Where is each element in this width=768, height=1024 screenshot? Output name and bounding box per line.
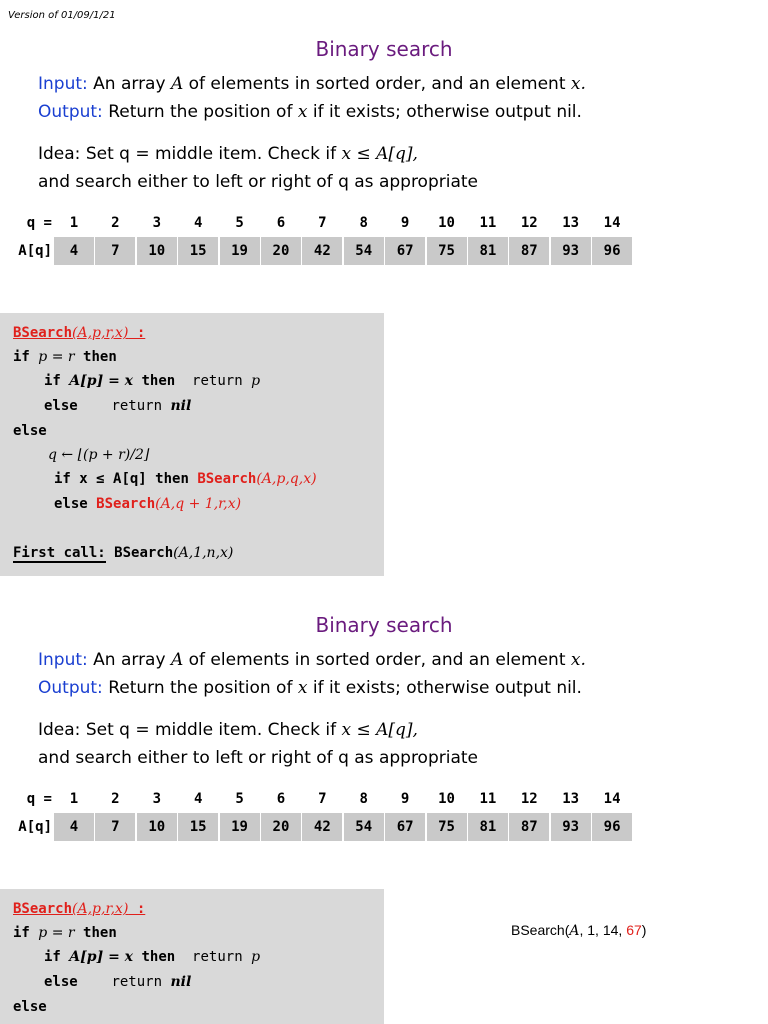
idea-math: x ≤ A[q], <box>341 720 418 740</box>
input-line <box>38 74 586 94</box>
index-cell: 10 <box>438 215 455 231</box>
version-label: Version of 01/09/1/21 <box>8 10 116 21</box>
code-line-else3 <box>54 496 241 512</box>
index-cell: 14 <box>603 215 621 231</box>
input-var: A <box>170 74 184 94</box>
index-cell: 8 <box>359 791 368 807</box>
value-cell: 10 <box>137 813 177 841</box>
input-var2: x. <box>570 650 586 670</box>
value-cell: 7 <box>95 237 135 265</box>
input-label: Input: <box>38 74 88 94</box>
value-cell: 42 <box>302 237 342 265</box>
index-cell: 5 <box>235 791 244 807</box>
cond-x-le-aq: x ≤ A[q] <box>79 471 147 487</box>
side-call-target: 67 <box>626 922 642 938</box>
cond-ap-eq-x: A[p] = x <box>69 949 134 965</box>
code-line-else2 <box>13 423 47 439</box>
fn-colon: : <box>128 901 146 917</box>
side-call-prefix: BSearch( <box>511 922 570 938</box>
value-cell: 20 <box>261 237 301 265</box>
input-text2: of elements in sorted order, and an element <box>188 74 566 94</box>
kw-return: return <box>111 398 163 414</box>
index-cell: 7 <box>318 791 327 807</box>
value-cell: 20 <box>261 813 301 841</box>
input-text2: of elements in sorted order, and an element <box>188 650 566 670</box>
fn-args: (A,p,r,x) <box>72 901 129 917</box>
code-line-if2 <box>44 949 260 965</box>
index-cell: 4 <box>193 215 203 231</box>
code-line-else <box>44 974 191 990</box>
code-box <box>0 313 384 576</box>
value-cell: 87 <box>509 813 549 841</box>
code-line-else2 <box>13 999 47 1015</box>
value-row <box>8 813 633 841</box>
value-cell: 54 <box>344 237 384 265</box>
array-table <box>8 209 633 265</box>
code-header <box>13 901 145 917</box>
value-cell: 96 <box>592 813 632 841</box>
output-text2: if it exists; otherwise output nil. <box>312 102 582 122</box>
value-cell: 93 <box>551 237 591 265</box>
value-cell: 96 <box>592 237 632 265</box>
kw-else: else <box>44 398 78 414</box>
first-call-fn: BSearch <box>114 545 174 561</box>
output-line <box>38 678 582 698</box>
kw-then: then <box>141 373 176 389</box>
output-text: Return the position of <box>108 102 293 122</box>
output-var: x <box>297 678 308 698</box>
kw-then: then <box>83 349 117 365</box>
value-cell: 19 <box>220 813 260 841</box>
side-call-args: , 1, 14, <box>579 922 627 938</box>
input-label: Input: <box>38 650 88 670</box>
code-box <box>0 889 384 1024</box>
return-value: p <box>251 373 261 389</box>
index-cell: 9 <box>400 215 410 231</box>
a-label: A[q] <box>18 243 52 259</box>
output-label: Output: <box>38 102 103 122</box>
nil-value: nil <box>170 974 192 990</box>
idea-text: Idea: Set q = middle item. Check if <box>38 144 337 164</box>
value-cell: 67 <box>385 237 425 265</box>
kw-else: else <box>54 496 88 512</box>
output-label: Output: <box>38 678 103 698</box>
index-cell: 12 <box>520 215 538 231</box>
kw-if: if <box>44 373 61 389</box>
cond-p-eq-r: p = r <box>38 925 75 941</box>
code-header <box>13 325 145 341</box>
index-cell: 3 <box>152 215 161 231</box>
index-cell: 3 <box>152 791 161 807</box>
value-cell: 15 <box>178 237 218 265</box>
kw-return: return <box>192 373 243 389</box>
index-cell: 9 <box>400 791 410 807</box>
code-first-call <box>13 545 233 561</box>
cond-ap-eq-x: A[p] = x <box>69 373 134 389</box>
q-label: q = <box>26 791 52 807</box>
side-call <box>511 922 646 939</box>
value-cell: 19 <box>220 237 260 265</box>
input-text: An array <box>93 74 166 94</box>
input-var: A <box>170 650 184 670</box>
slide-title: Binary search <box>315 37 453 61</box>
idea-text: Idea: Set q = middle item. Check if <box>38 720 337 740</box>
code-line-if <box>13 349 117 365</box>
index-cell: 10 <box>438 791 455 807</box>
index-cell: 14 <box>603 791 621 807</box>
index-row <box>8 209 633 237</box>
fn-name: BSearch <box>13 325 73 341</box>
value-cell: 81 <box>468 813 508 841</box>
kw-then: then <box>141 949 176 965</box>
kw-else: else <box>44 974 78 990</box>
idea-math: x ≤ A[q], <box>341 144 418 164</box>
call-fn: BSearch <box>96 496 156 512</box>
value-cell: 4 <box>54 813 94 841</box>
value-cell: 75 <box>427 813 467 841</box>
value-cell: 54 <box>344 813 384 841</box>
idea-line <box>38 720 418 740</box>
index-cell: 11 <box>479 791 497 807</box>
kw-then: then <box>155 471 189 487</box>
index-cell: 6 <box>276 791 286 807</box>
value-cell: 4 <box>54 237 94 265</box>
code-line-if <box>13 925 117 941</box>
a-label: A[q] <box>18 819 52 835</box>
index-cell: 11 <box>479 215 497 231</box>
value-cell: 75 <box>427 237 467 265</box>
index-cell: 8 <box>359 215 368 231</box>
side-call-suffix: ) <box>641 922 647 938</box>
index-cell: 1 <box>69 215 79 231</box>
assign-q: q ← ⌊(p + r)/2⌋ <box>48 447 150 463</box>
value-cell: 81 <box>468 237 508 265</box>
index-cell: 6 <box>276 215 286 231</box>
kw-if: if <box>13 349 30 365</box>
value-row <box>8 237 633 265</box>
code-line-if3 <box>54 471 317 487</box>
index-cell: 12 <box>520 791 538 807</box>
q-label: q = <box>26 215 52 231</box>
value-cell: 7 <box>95 813 135 841</box>
output-line <box>38 102 582 122</box>
kw-else: else <box>13 423 47 439</box>
fn-args: (A,p,r,x) <box>72 325 129 341</box>
code-line-if2 <box>44 373 260 389</box>
call-args: (A,p,q,x) <box>256 471 317 487</box>
fn-name: BSearch <box>13 901 73 917</box>
idea-line-2: and search either to left or right of q as appropriate <box>38 172 479 192</box>
input-text: An array <box>93 650 166 670</box>
value-cell: 10 <box>137 237 177 265</box>
index-cell: 7 <box>318 215 327 231</box>
code-line-assign <box>48 447 149 463</box>
array-table <box>8 785 633 841</box>
index-cell: 13 <box>562 215 580 231</box>
output-text2: if it exists; otherwise output nil. <box>312 678 582 698</box>
cond-p-eq-r: p = r <box>38 349 75 365</box>
index-cell: 1 <box>69 791 79 807</box>
kw-if: if <box>44 949 61 965</box>
nil-value: nil <box>170 398 192 414</box>
output-text: Return the position of <box>108 678 293 698</box>
call-args: (A,q + 1,r,x) <box>155 496 242 512</box>
index-cell: 5 <box>235 215 244 231</box>
value-cell: 67 <box>385 813 425 841</box>
code-line-else <box>44 398 191 414</box>
fn-colon: : <box>128 325 146 341</box>
side-call-array: A <box>569 923 580 939</box>
value-cell: 93 <box>551 813 591 841</box>
kw-if: if <box>13 925 30 941</box>
kw-else: else <box>13 999 47 1015</box>
output-var: x <box>297 102 308 122</box>
input-var2: x. <box>570 74 586 94</box>
index-cell: 2 <box>111 791 120 807</box>
idea-line <box>38 144 418 164</box>
input-line <box>38 650 586 670</box>
kw-return: return <box>111 974 163 990</box>
value-cell: 42 <box>302 813 342 841</box>
index-cell: 2 <box>111 215 120 231</box>
first-call-label: First call: <box>13 545 106 561</box>
index-cell: 4 <box>193 791 203 807</box>
idea-line-2: and search either to left or right of q as appropriate <box>38 748 479 768</box>
kw-then: then <box>83 925 117 941</box>
return-value: p <box>251 949 261 965</box>
index-cell: 13 <box>562 791 580 807</box>
first-call-args: (A,1,n,x) <box>173 545 234 561</box>
kw-if: if <box>54 471 71 487</box>
value-cell: 87 <box>509 237 549 265</box>
call-fn: BSearch <box>197 471 257 487</box>
slide-title: Binary search <box>315 613 453 637</box>
index-row <box>8 785 633 813</box>
value-cell: 15 <box>178 813 218 841</box>
kw-return: return <box>192 949 243 965</box>
